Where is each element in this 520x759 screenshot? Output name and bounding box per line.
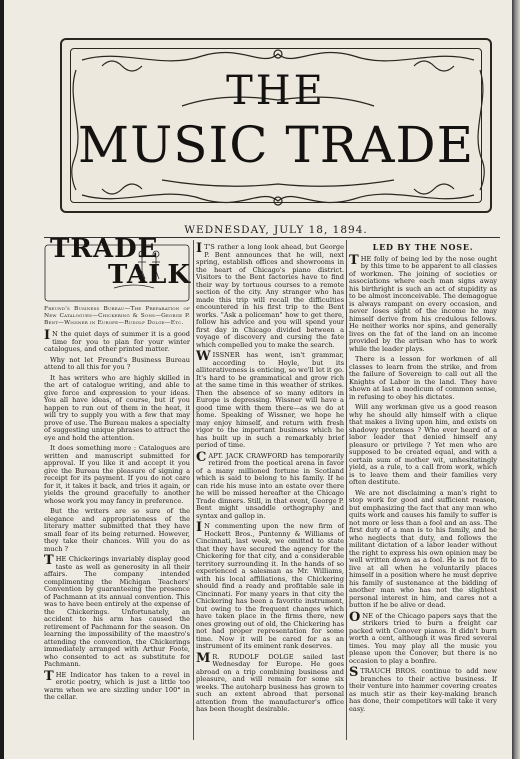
article-heading: LED BY THE NOSE. — [372, 242, 474, 252]
paragraph: There is a lesson for workmen of all classes to learn from the strike, and from the failure of Sovereign to call out all the Knights of Labor in the land. They have shown at last a modicum of common sense, in refusing to obey his dictates. — [349, 355, 497, 401]
paragraph: But the writers are so sure of the elegance and appropriateness of the literary matter submitted that they have small fear of its being returned. However, they take their chances. Will you do as much ? — [44, 507, 190, 553]
paragraph: THE Chickerings invariably display good taste as well as generosity in all their affairs. The company intended complimenting the Michigan Teachers' Convention by guaranteeing the presence of Pachmann at its annual convention. This was to have been entirely at the expense of the Chickerings. Unfortunately, an accident to his arm has caused the retirement of Pachmann for the season. On learning the impossibility of the maestro's attending the convention, the Chickerings immediately arranged with Arthur Foote, who consented to act as substitute for Pachmann. — [44, 553, 190, 669]
paragraph: CAPT. JACK CRAWFORD has temporarily retired from the poetical arena in favor of a many millioned fortune in Scotland which is said to belong to his family. If he can ride his muse into an estate over there he will be missed hereafter at the Chicago Trade dinners. Still, in that event, George P. Bent might unsaddle orthography and syntax and gallop in. — [196, 449, 344, 520]
dateline: WEDNESDAY, JULY 18, 1894. — [184, 224, 368, 236]
column-1 — [44, 234, 191, 705]
drop-cap: M — [196, 650, 211, 666]
trade-talk-header — [44, 234, 191, 302]
trade-word: TRADE — [50, 234, 159, 264]
next-page-edge — [512, 0, 520, 759]
column-divider-2 — [346, 240, 347, 740]
paragraph: M R. RUDOLF DOLGE sailed last Wednesday for Europe. He goes abroad on a trip combining business and pleasure, and will remain for some six weeks. The autoharp business has grown to such an extent abroad that personal attention from the manufacturer's office has been thought desirable. — [196, 650, 344, 713]
masthead — [60, 38, 492, 213]
trade-talk-subheading: Freund's Business Bureau—The Preparation of New Catalogues—Chickering & Sons—George P. Bent—Wissner in Europe—Rudolf Dolge—Etc. — [44, 306, 190, 326]
drop-cap: T — [44, 668, 54, 684]
paragraph: THE folly of being led by the nose ought by this time to be apparent to all classes of workmen. The joining of societies or associations where each man signs away his birthright is such an act of stupidity as to be almost inconceivable. The demagogue is always rampant on every occasion, and never loses sight of the income he may himself derive from his credulous fellows. He neither works nor spins, and generally lives on the fat of the land on an income provided by the artisan who has to work while the leader plays. — [349, 252, 497, 353]
paragraph: ONE of the Chicago papers says that the strikers tried to burn a freight car packed with Conover pianos. It didn't burn worth a cent, although it was fired several times. You may play all the music you please upon the Conover, but there is no occasion to play a bonfire. — [349, 609, 497, 665]
paragraph: Will any workman give us a good reason why he should ally himself with a clique that makes a living upon him, and exists on shadowy pretenses ? Who ever heard of a labor leader that denied himself any pleasure or privilege ? Yet men who are supposed to be created equal, and with a certain sum of mother wit, unhesitatingly yield, as a rule, to a call from work, which is to leave them and their families very often destitute. — [349, 403, 497, 486]
paragraph: I T'S rather a long look ahead, but George P. Bent announces that he will, next spring, establish offices and showrooms in the heart of Chicago's piano district. Visitors to the Bent factories have to find their way by tortuous courses to a remote section of the city. Any stranger who has made this trip will recall the difficulties encountered in his first trip to the Bent works. "Ask a policeman" how to get there, follow his advice and you will spend your first day in Chicago divided between a voyage of discovery and cursing the fate which compelled you to make the search. — [196, 241, 344, 349]
talk-word: TALK — [108, 260, 191, 290]
paragraph: THE Indicator has taken to a revel in erotic poetry, which is just a little too warm when we are sizzling under 100° in the cellar. — [44, 668, 190, 702]
drop-cap: I — [196, 241, 203, 256]
drop-cap: I — [44, 328, 51, 344]
column-divider-1 — [193, 240, 194, 740]
drop-cap: C — [196, 449, 207, 465]
masthead-the: THE — [226, 68, 326, 114]
drop-cap: O — [349, 609, 361, 625]
paragraph: WISSNER has went, isn't grammar, according to Hoyle, but its alliterativeness is enticing, so we'll let it go. It's hard to be grammatical and grow rich at the same time in this weather of strikes. Then the absence of so many editors in Europe is depressing. Wissner will have a good time with them there—as we do at home. Speaking of Wissner, we hope he may enjoy himself, and return with fresh vigor to the important business which he has built up in such a remarkably brief period of time. — [196, 349, 344, 449]
newspaper-page — [4, 0, 512, 759]
paragraph: It does something more : Catalogues are written and manuscript submitted for approval. If you like it and accept it you give the Bureau the pleasure of signing a receipt for its payment. If you do not care for it, it takes it back, and tries it again, or yields the ground gracefully to another whose work you may fancy in preference. — [44, 444, 190, 505]
paragraph: STRAUCH BROS. continue to add new branches to their active business. If their venture into hammer covering creates as much stir as their key-making branch has done, their competitors will take it very easy. — [349, 665, 497, 713]
paragraph: I N commenting upon the new firm of Hockett Bros., Puntenny & Williams of Cincinnati, last week, we omitted to state that they have secured the agency for the Chickering for that city, and a considerable territory surrounding it. In the hands of so experienced a salesman as Mr. Williams, with his local affiliations, the Chickering should find a ready and profitable sale in Cincinnati. For many years in that city the Chickering has been a favorite instrument, but owing to the frequent changes which have taken place in the firms there, new ones growing out of old, the Chickering has not had proper representation for some time. Now it will be cared for as an instrument of its eminent rank deserves. — [196, 520, 344, 650]
drop-cap: T — [44, 553, 54, 569]
drop-cap: S — [349, 665, 359, 680]
paragraph: Why not let Freund's Business Bureau attend to all this for you ? — [44, 355, 190, 372]
column-3 — [349, 244, 497, 716]
column-2 — [196, 241, 344, 717]
paragraph: We are not disclaiming a man's right to stop work for good and sufficient reason, but emphasizing the fact that any man who quits work and causes his family to suffer is not more or less than a fool and an ass. The first duty of a man is to his family, and he who neglects that duty, and follows the militant dictation of a labor leader without the right to express his own opinion may be well written down as a fool. He is not fit to live at all when he voluntarily places himself in a position where he must deprive his family of sustenance at the bidding of another man who has not the slightest personal interest in him, and cares not a button if he be alive or dead. — [349, 488, 497, 609]
drop-cap: T — [349, 252, 359, 268]
paragraph: It has writers who are highly skilled in the art of catalogue writing, and able to give force and expression to your ideas. You all have ideas, of course, but if you happen to run out of them in the heat, it will try to supply you with a few that may prove of use. The Bureau makes a specialty of suggesting unique phrases to attract the eye and hold the attention. — [44, 373, 190, 442]
masthead-title: MUSIC TRADE — [77, 116, 475, 174]
paragraph: I N the quiet days of summer it is a good time for you to plan for your winter catalogues, and other printed matter. — [44, 328, 190, 354]
drop-cap: I — [196, 520, 203, 535]
drop-cap: W — [196, 349, 211, 364]
